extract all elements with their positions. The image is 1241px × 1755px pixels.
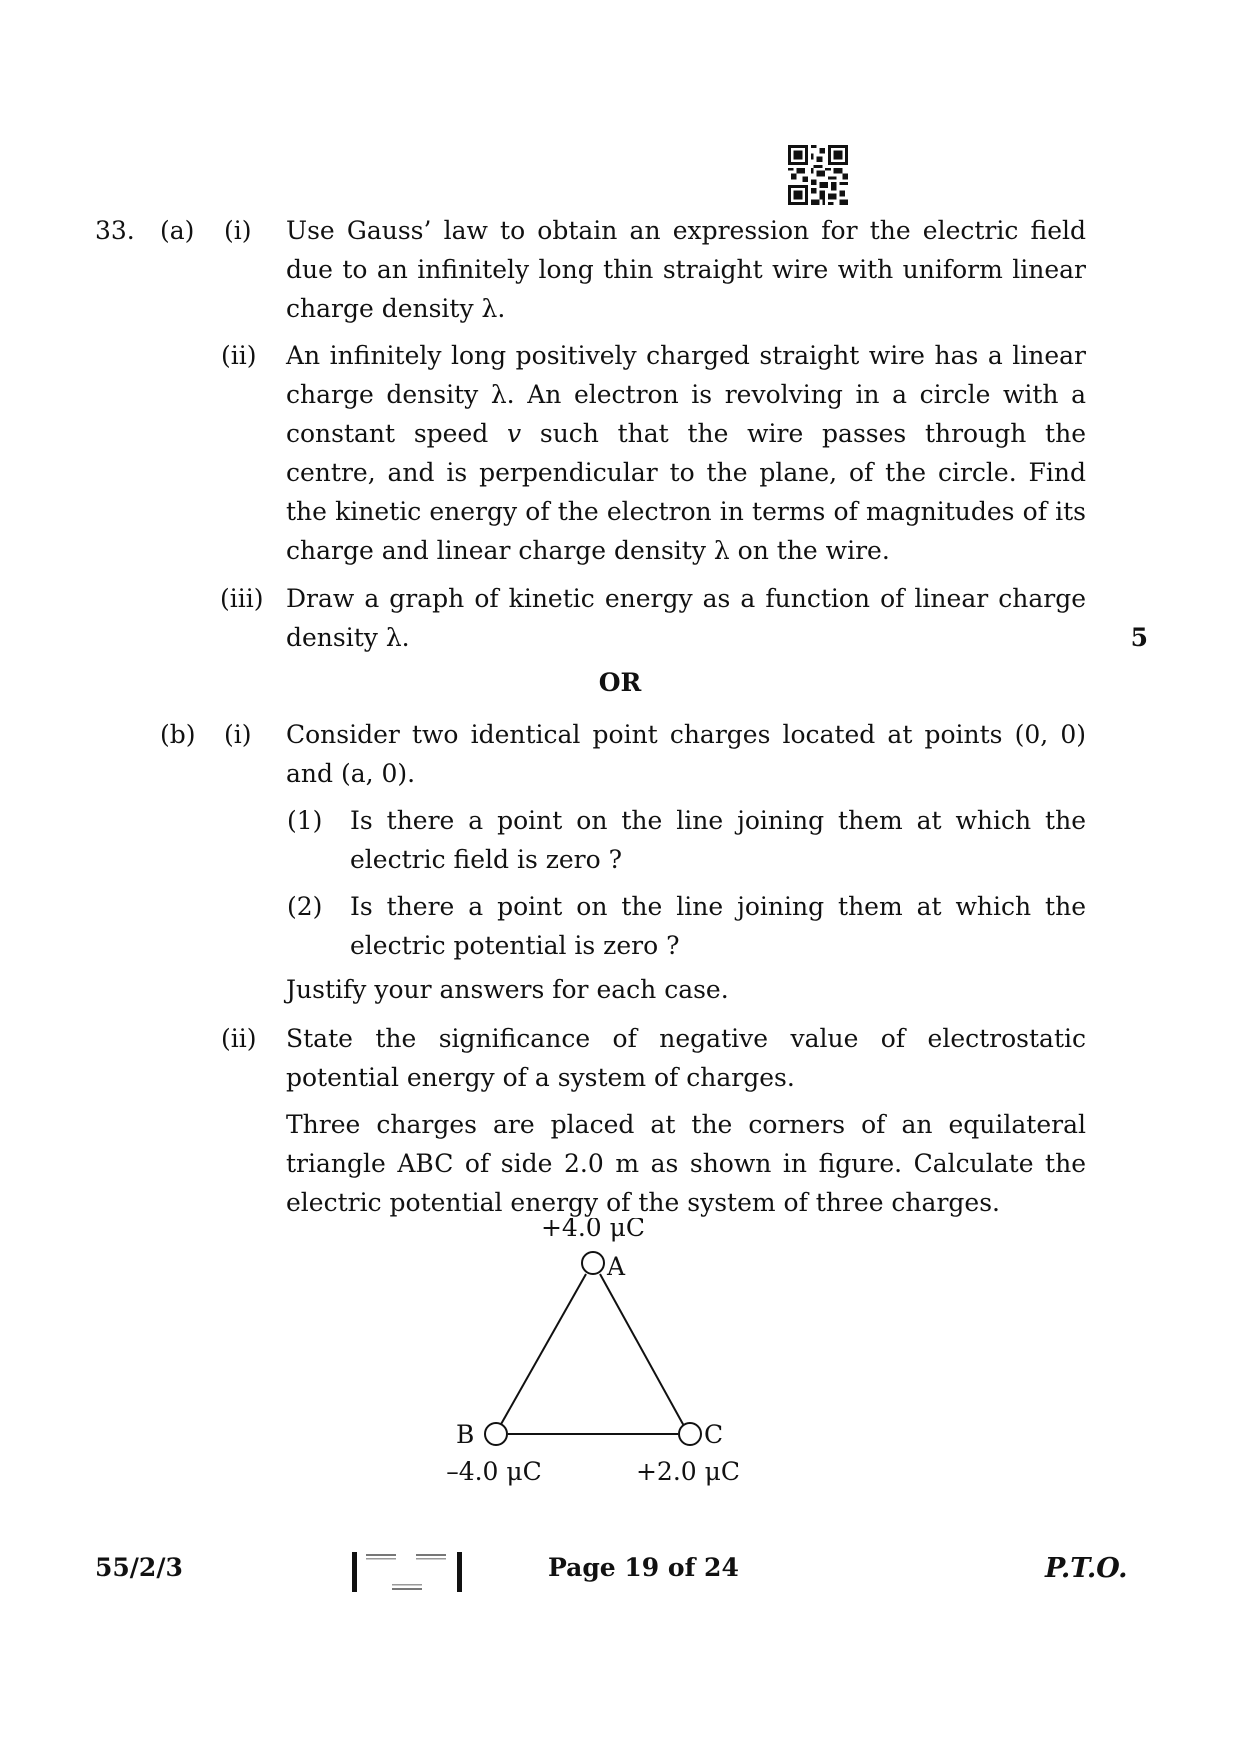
charge-a-value: +4.0 μC [540, 1218, 646, 1242]
part-a-i-label: (i) [224, 216, 252, 245]
barcode-icon [348, 1550, 466, 1594]
part-b-ii-label: (ii) [221, 1024, 257, 1053]
charge-b-node [485, 1423, 507, 1445]
question-number: 33. [95, 216, 135, 245]
part-a-ii-text-2: such that the wire passes through the centre, and is perpendicular to the plane, of the circle. Find the kinetic energy of the electron in terms of magnitudes of its charge and linear charge density λ on the wire. [286, 419, 1086, 565]
or-separator: OR [598, 668, 642, 697]
part-b-i-label: (i) [224, 720, 252, 749]
charge-b-value: –4.0 μC [446, 1457, 542, 1486]
part-b-label: (b) [160, 720, 196, 749]
part-b-i-text: Consider two identical point charges located at points (0, 0) and (a, 0). [286, 720, 1086, 788]
pto-label: P.T.O. [1045, 1553, 1128, 1584]
justify-instruction: Justify your answers for each case. [286, 975, 729, 1004]
charge-c-node [679, 1423, 701, 1445]
part-b-i-1-label: (1) [287, 806, 323, 835]
side-ab [500, 1274, 586, 1426]
part-a-ii-text-1: An infinitely long positively charged straight wire has a linear charge density λ. An electron is revolving in a circle with a constant speed [286, 341, 1086, 448]
triangle-figure [420, 1218, 760, 1498]
charge-a-node [582, 1252, 604, 1274]
part-a-iii-text: Draw a graph of kinetic energy as a function of linear charge density λ. [286, 584, 1086, 652]
part-b-i-2-label: (2) [287, 892, 323, 921]
part-b-ii-text: State the significance of negative value of electrostatic potential energy of a system of charges. [286, 1024, 1086, 1092]
paper-code: 55/2/3 [95, 1553, 183, 1582]
part-b-i-2-text: Is there a point on the line joining them at which the electric potential is zero ? [350, 892, 1086, 960]
side-ac [600, 1274, 684, 1426]
vertex-c-label: C [704, 1420, 724, 1449]
vertex-a-label: A [607, 1252, 626, 1281]
part-a-ii-text [286, 336, 1086, 570]
part-a-label: (a) [160, 216, 195, 245]
marks: 5 [1130, 623, 1148, 652]
part-a-iii-label: (iii) [220, 584, 264, 613]
charge-c-value: +2.0 μC [635, 1457, 741, 1486]
part-a-i-text: Use Gauss’ law to obtain an expression for the electric field due to an infinitely long thin straight wire with uniform linear charge density λ. [286, 216, 1086, 323]
velocity-symbol: v [507, 419, 522, 448]
vertex-b-label: B [456, 1420, 475, 1449]
page-number: Page 19 of 24 [548, 1553, 739, 1582]
part-b-ii-problem: Three charges are placed at the corners of an equilateral triangle ABC of side 2.0 m as shown in figure. Calculate the electric potential energy of the system of three charges. [286, 1110, 1086, 1217]
part-b-i-1-text: Is there a point on the line joining them at which the electric field is zero ? [350, 806, 1086, 874]
part-a-ii-label: (ii) [221, 341, 257, 370]
qr-code-icon [788, 145, 848, 205]
